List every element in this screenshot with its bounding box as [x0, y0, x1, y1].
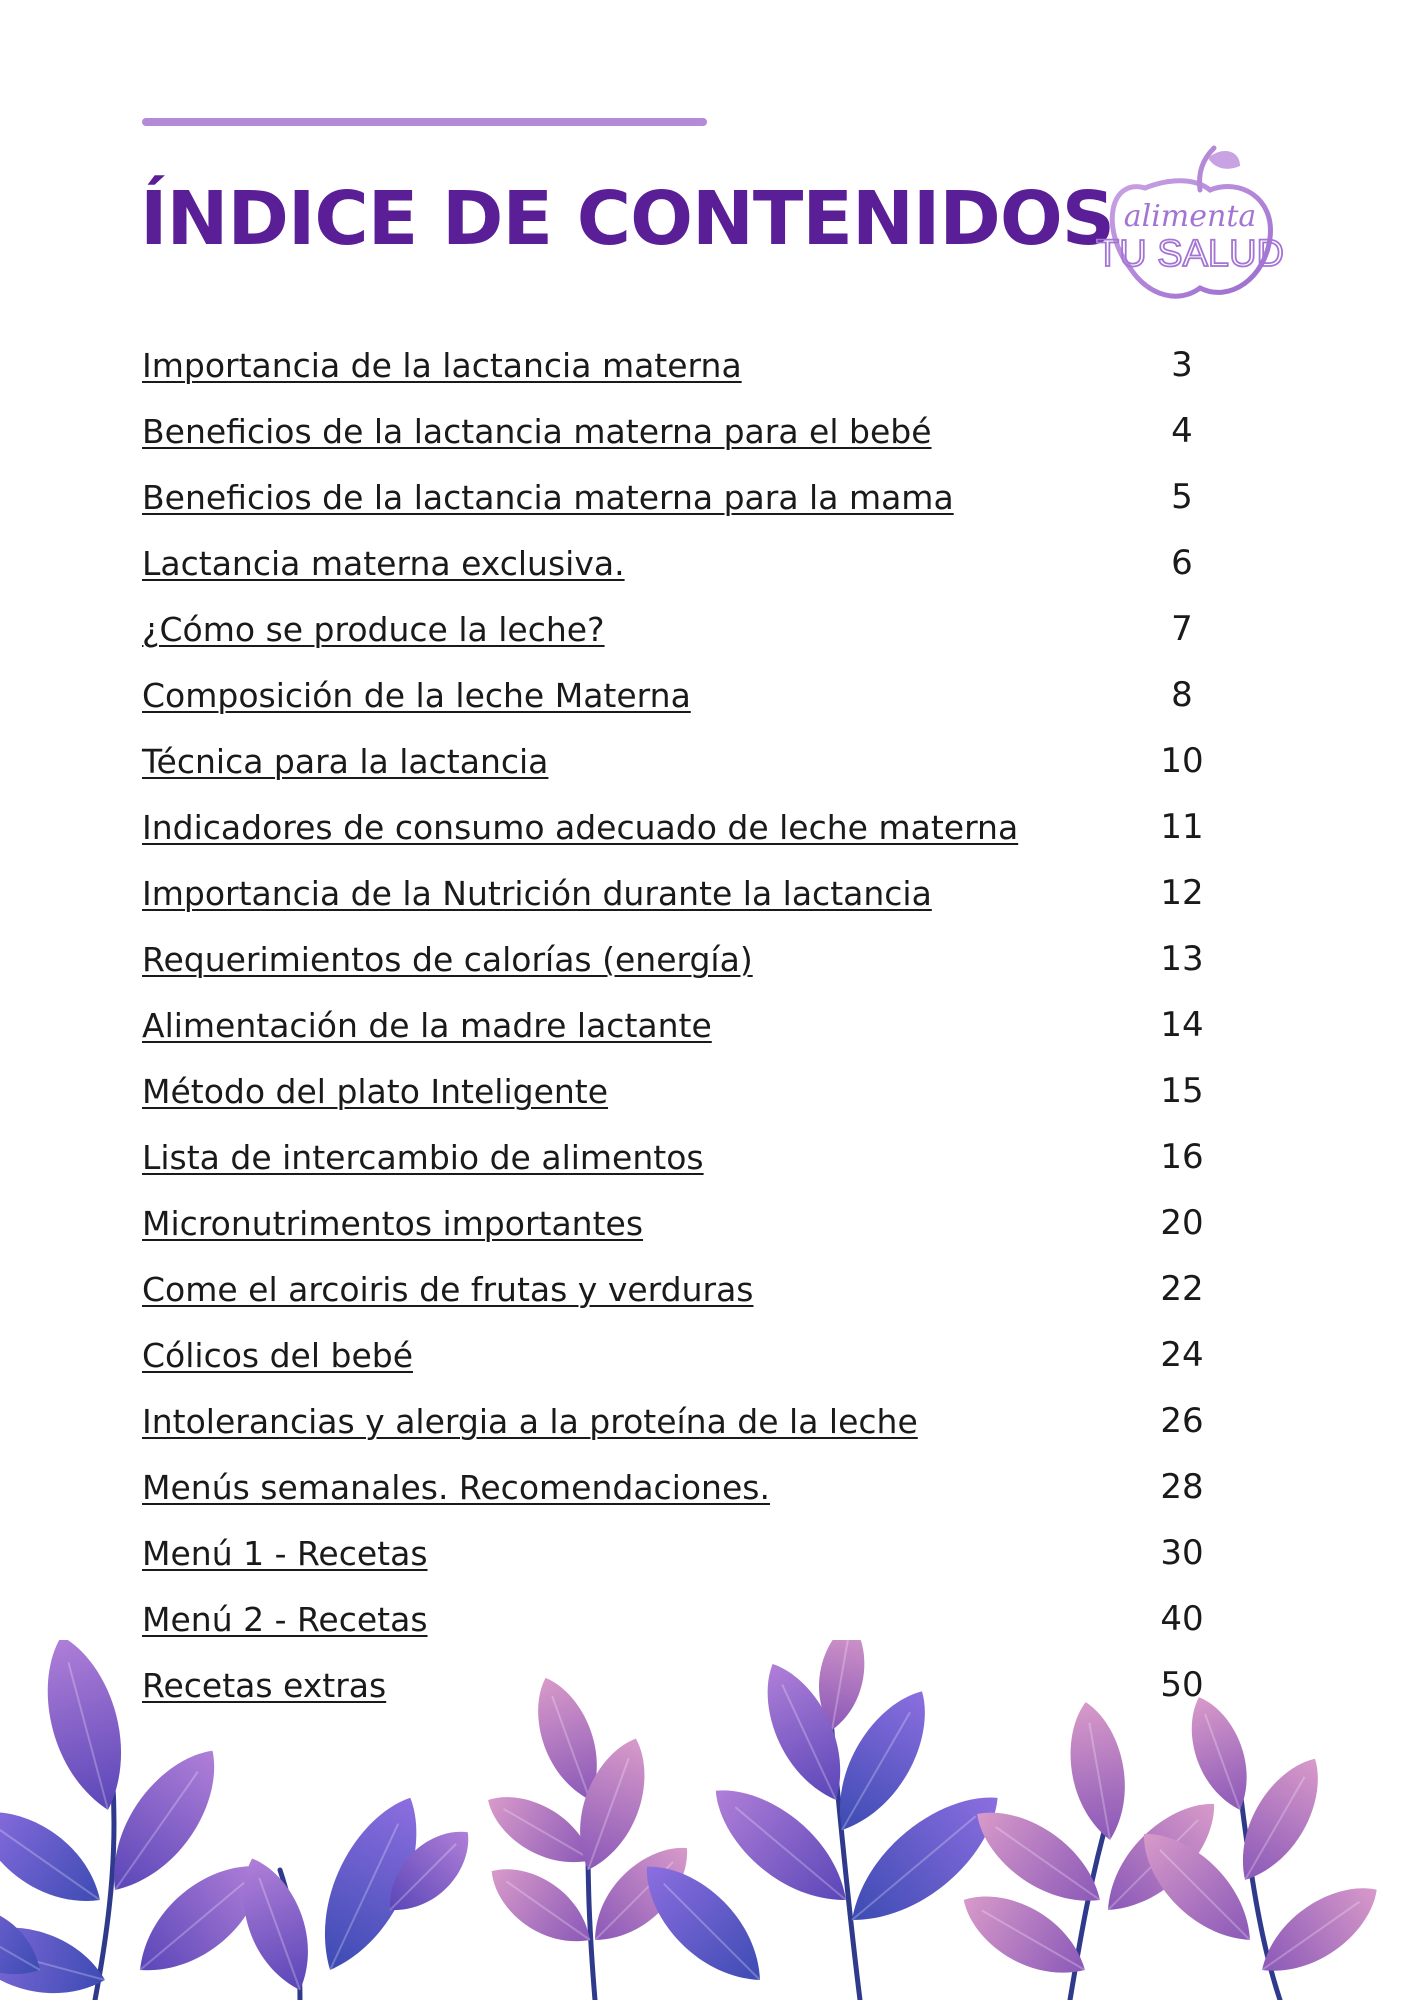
toc-entry-title[interactable]: Beneficios de la lactancia materna para el bebé — [142, 411, 932, 451]
toc-entry[interactable] — [142, 662, 1222, 728]
toc-entry-page-number: 20 — [1160, 1203, 1204, 1243]
toc-entry[interactable] — [142, 1058, 1222, 1124]
toc-entry-page-number: 3 — [1171, 345, 1193, 385]
toc-entry-page-number: 6 — [1171, 543, 1193, 583]
toc-entry[interactable] — [142, 332, 1222, 398]
toc-entry-page-number: 16 — [1160, 1137, 1204, 1177]
toc-entry[interactable] — [142, 596, 1222, 662]
toc-entry[interactable] — [142, 1256, 1222, 1322]
toc-entry-title[interactable]: Alimentación de la madre lactante — [142, 1005, 712, 1045]
toc-entry-title[interactable]: Cólicos del bebé — [142, 1335, 413, 1375]
toc-entry-page-number: 15 — [1160, 1071, 1204, 1111]
decorative-leaves — [0, 1640, 1414, 2000]
title-accent-bar — [142, 118, 707, 126]
toc-entry-title[interactable]: Intolerancias y alergia a la proteína de la leche — [142, 1401, 918, 1441]
logo-block-text: TU SALUD — [1096, 233, 1284, 275]
toc-entry[interactable] — [142, 464, 1222, 530]
toc-entry-title[interactable]: Requerimientos de calorías (energía) — [142, 939, 753, 979]
toc-entry-page-number: 10 — [1160, 741, 1204, 781]
toc-entry[interactable] — [142, 1454, 1222, 1520]
toc-entry-title[interactable]: Indicadores de consumo adecuado de leche materna — [142, 807, 1019, 847]
toc-entry-page-number: 24 — [1160, 1335, 1204, 1375]
toc-entry[interactable] — [142, 860, 1222, 926]
toc-entry-page-number: 11 — [1160, 807, 1204, 847]
toc-entry[interactable] — [142, 1520, 1222, 1586]
toc-entry[interactable] — [142, 1322, 1222, 1388]
toc-entry[interactable] — [142, 1388, 1222, 1454]
table-of-contents — [142, 332, 1222, 1718]
toc-entry-title[interactable]: Técnica para la lactancia — [142, 741, 549, 781]
toc-entry-title[interactable]: Menú 2 - Recetas — [142, 1599, 428, 1639]
toc-entry-title[interactable]: Recetas extras — [142, 1665, 387, 1705]
toc-entry-page-number: 4 — [1171, 411, 1193, 451]
leaf-shape — [30, 1640, 139, 1818]
toc-entry-title[interactable]: Lactancia materna exclusiva. — [142, 543, 625, 583]
toc-entry-title[interactable]: Composición de la leche Materna — [142, 675, 691, 715]
toc-entry-title[interactable]: Menús semanales. Recomendaciones. — [142, 1467, 770, 1507]
logo-script-text: alimenta — [1123, 199, 1257, 234]
toc-entry-page-number: 13 — [1160, 939, 1204, 979]
toc-entry-title[interactable]: Lista de intercambio de alimentos — [142, 1137, 704, 1177]
toc-entry-page-number: 12 — [1160, 873, 1204, 913]
toc-entry-page-number: 7 — [1171, 609, 1193, 649]
toc-entry-page-number: 5 — [1171, 477, 1193, 517]
toc-entry-title[interactable]: Importancia de la lactancia materna — [142, 345, 742, 385]
toc-entry[interactable] — [142, 530, 1222, 596]
toc-entry[interactable] — [142, 1190, 1222, 1256]
toc-entry-page-number: 22 — [1160, 1269, 1204, 1309]
toc-entry-title[interactable]: Método del plato Inteligente — [142, 1071, 609, 1111]
toc-entry[interactable] — [142, 1124, 1222, 1190]
toc-entry-title[interactable]: Importancia de la Nutrición durante la lactancia — [142, 873, 932, 913]
toc-entry-page-number: 28 — [1160, 1467, 1204, 1507]
toc-entry[interactable] — [142, 926, 1222, 992]
toc-entry-title[interactable]: Come el arcoiris de frutas y verduras — [142, 1269, 754, 1309]
toc-entry-title[interactable]: Menú 1 - Recetas — [142, 1533, 428, 1573]
page-title: ÍNDICE DE CONTENIDOS — [140, 176, 1115, 262]
toc-entry[interactable] — [142, 992, 1222, 1058]
toc-entry-page-number: 26 — [1160, 1401, 1204, 1441]
toc-entry-page-number: 50 — [1160, 1665, 1204, 1705]
leaf-shape — [0, 1791, 116, 1924]
toc-entry-page-number: 30 — [1160, 1533, 1204, 1573]
toc-entry[interactable] — [142, 794, 1222, 860]
toc-entry-title[interactable]: Beneficios de la lactancia materna para la mama — [142, 477, 954, 517]
toc-entry-title[interactable]: ¿Cómo se produce la leche? — [142, 609, 605, 649]
toc-entry-title[interactable]: Micronutrimentos importantes — [142, 1203, 644, 1243]
toc-entry[interactable] — [142, 728, 1222, 794]
alimenta-tu-salud-logo — [1090, 138, 1285, 308]
toc-entry[interactable] — [142, 398, 1222, 464]
toc-entry-page-number: 40 — [1160, 1599, 1204, 1639]
toc-entry-page-number: 8 — [1171, 675, 1193, 715]
toc-entry-page-number: 14 — [1160, 1005, 1204, 1045]
